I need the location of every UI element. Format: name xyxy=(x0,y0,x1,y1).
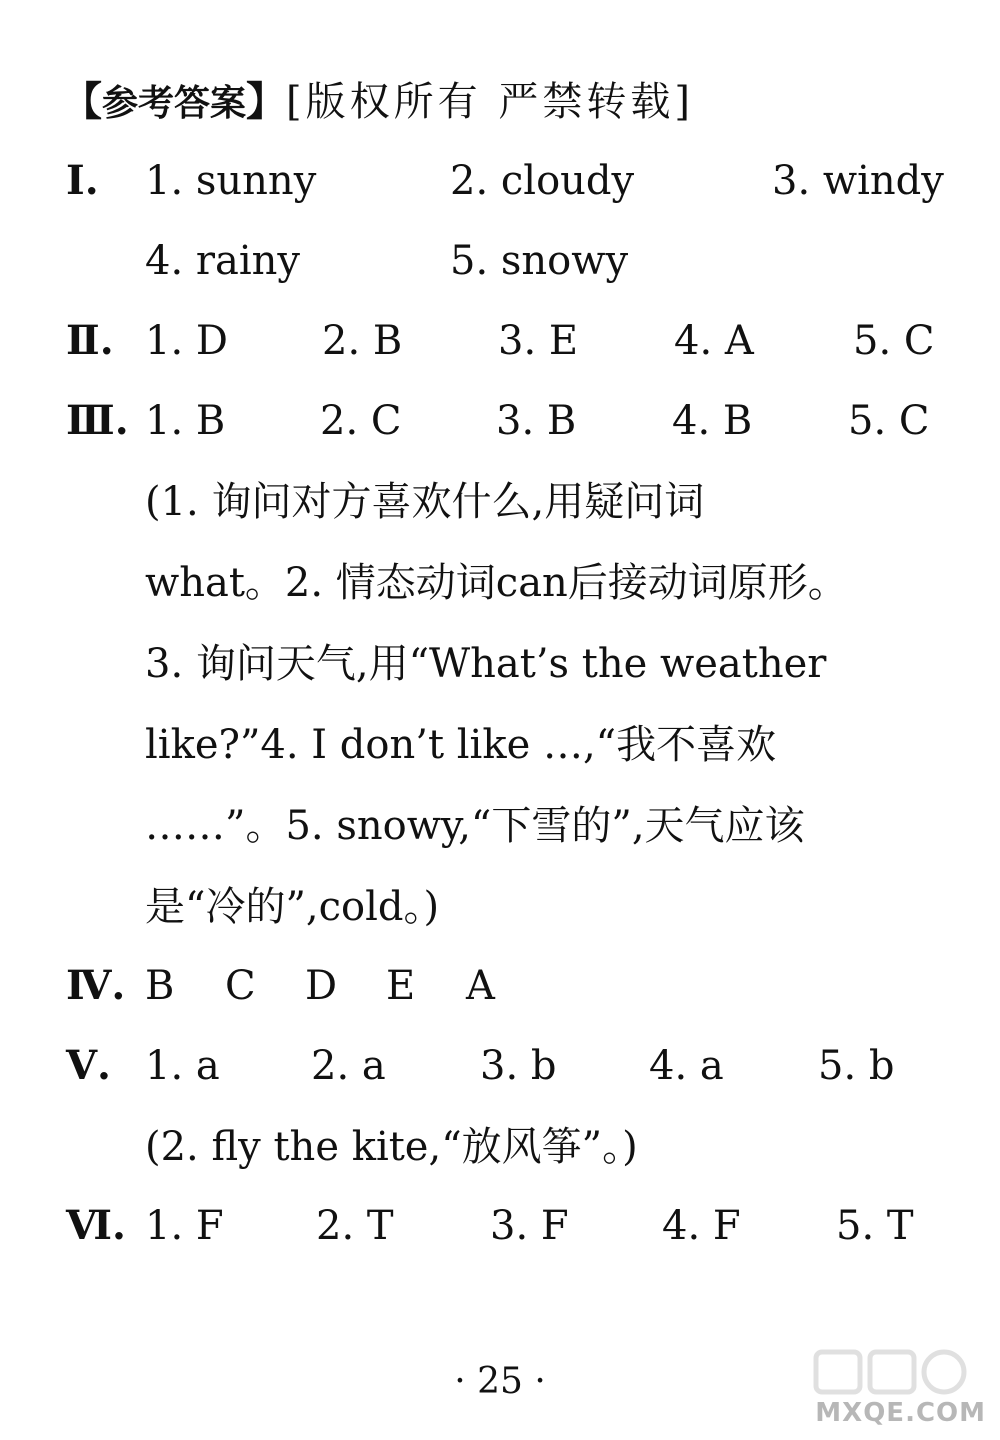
section-3-explanation-line-1: (1. 询问对方喜欢什么,用疑问词 xyxy=(145,479,705,525)
section-6-answer-3: 3. F xyxy=(490,1203,569,1249)
section-3-explanation-line-2: what。2. 情态动词can后接动词原形。 xyxy=(145,560,848,606)
page-number: · 25 · xyxy=(454,1361,546,1402)
section-1-answer-5: 5. snowy xyxy=(450,238,629,284)
section-1-answer-3: 3. windy xyxy=(772,158,944,204)
section-2-answer-5: 5. C xyxy=(853,318,935,364)
answer-header xyxy=(62,72,694,134)
section-4-label: Ⅳ. xyxy=(66,962,126,1009)
section-2-answer-3: 3. E xyxy=(498,318,579,364)
section-5-answer-2: 2. a xyxy=(311,1043,386,1089)
section-5-explanation: (2. fly the kite,“放风筝”。) xyxy=(145,1124,638,1170)
section-6-answer-5: 5. T xyxy=(836,1203,914,1249)
section-5-label: Ⅴ. xyxy=(66,1042,111,1089)
section-3-explanation-line-5: ……”。5. snowy,“下雪的”,天气应该 xyxy=(145,803,805,849)
section-3-label: Ⅲ. xyxy=(66,397,129,444)
section-4-answer-3: D xyxy=(305,963,338,1009)
section-3-explanation-line-3: 3. 询问天气,用“What’s the weather xyxy=(145,641,827,687)
section-6-answer-4: 4. F xyxy=(662,1203,741,1249)
section-3-answer-1: 1. B xyxy=(145,398,226,444)
section-2-answer-1: 1. D xyxy=(145,318,228,364)
header-open-bracket: 【 xyxy=(62,78,102,125)
section-5-answer-5: 5. b xyxy=(818,1043,895,1089)
section-6-answer-1: 1. F xyxy=(145,1203,224,1249)
section-5-answer-3: 3. b xyxy=(480,1043,557,1089)
section-3-answer-4: 4. B xyxy=(672,398,753,444)
header-close-bracket: 】 xyxy=(246,78,287,125)
header-title: 参考答案 xyxy=(102,83,247,124)
section-4-answer-5: A xyxy=(466,963,495,1009)
section-6-label: Ⅵ. xyxy=(66,1202,126,1249)
section-5-answer-4: 4. a xyxy=(649,1043,724,1089)
section-4-answer-4: E xyxy=(386,963,416,1009)
watermark-text: MXQE.COM xyxy=(815,1398,986,1428)
section-5-answer-1: 1. a xyxy=(145,1043,220,1089)
section-1-label: Ⅰ. xyxy=(66,157,99,204)
section-3-explanation-line-6: 是“冷的”,cold。) xyxy=(145,884,440,930)
section-3-answer-2: 2. C xyxy=(320,398,402,444)
section-1-answer-2: 2. cloudy xyxy=(450,158,635,204)
section-4-answer-2: C xyxy=(225,963,256,1009)
section-1-answer-1: 1. sunny xyxy=(145,158,317,204)
section-6-answer-2: 2. T xyxy=(316,1203,394,1249)
section-1-answer-4: 4. rainy xyxy=(145,238,300,284)
section-3-answer-3: 3. B xyxy=(496,398,577,444)
section-4-answer-1: B xyxy=(145,963,175,1009)
section-2-answer-2: 2. B xyxy=(322,318,403,364)
section-3-explanation-line-4: like?”4. I don’t like …,“我不喜欢 xyxy=(145,722,777,768)
copyright-notice: [版权所有 严禁转载] xyxy=(286,79,694,125)
section-2-label: Ⅱ. xyxy=(66,317,114,364)
section-2-answer-4: 4. A xyxy=(674,318,754,364)
section-3-answer-5: 5. C xyxy=(848,398,930,444)
